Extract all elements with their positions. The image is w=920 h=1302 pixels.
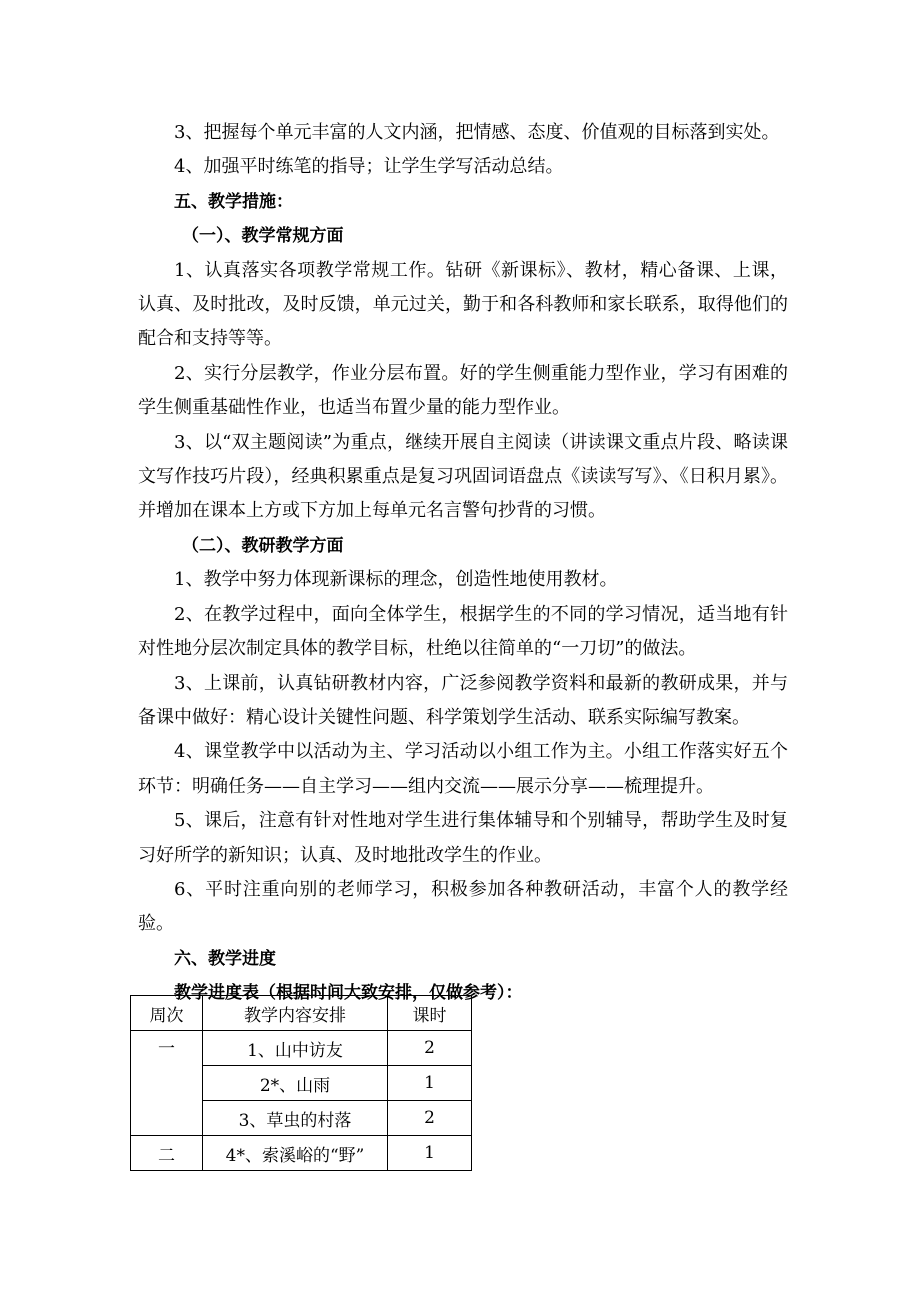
hours-cell: 1 [388, 1136, 472, 1171]
table-row [131, 1136, 472, 1171]
hours-cell: 1 [388, 1066, 472, 1101]
schedule-table [130, 995, 472, 1171]
subsection-heading: （二）、教研教学方面 [182, 535, 344, 556]
table-caption: 教学进度表（根据时间大致安排，仅做参考）： [174, 983, 523, 1004]
table-row [131, 1031, 472, 1066]
header-week: 周次 [131, 996, 203, 1031]
document-body [138, 116, 788, 1011]
content-cell: 4*、索溪峪的“野” [203, 1136, 388, 1171]
paragraph: 4、课堂教学中以活动为主、学习活动以小组工作为主。小组工作落实好五个环节：明确任务——自主学习——组内交流——展示分享——梳理提升。 [138, 741, 788, 797]
subsection-heading: （一）、教学常规方面 [182, 226, 344, 247]
content-cell: 3、草虫的村落 [203, 1101, 388, 1136]
week-cell: 二 [131, 1136, 203, 1171]
paragraph: 3、把握每个单元丰富的人文内涵，把情感、态度、价值观的目标落到实处。 [174, 122, 780, 143]
paragraph: 3、以“双主题阅读”为重点，继续开展自主阅读（讲读课文重点片段、略读课文写作技巧片段），经典积累重点是复习巩固词语盘点《读读写写》、《日积月累》。并增加在课本上方或下方加上每单元名言警句抄背的习惯。 [138, 431, 788, 522]
paragraph: 2、实行分层教学，作业分层布置。好的学生侧重能力型作业，学习有困难的学生侧重基础性作业，也适当布置少量的能力型作业。 [138, 362, 788, 419]
header-hours: 课时 [388, 996, 472, 1031]
paragraph: 6、平时注重向别的老师学习，积极参加各种教研活动，丰富个人的教学经验。 [138, 878, 788, 935]
paragraph: 5、课后，注意有针对性地对学生进行集体辅导和个别辅导，帮助学生及时复习好所学的新知识；认真、及时地批改学生的作业。 [138, 810, 788, 866]
content-cell: 1、山中访友 [203, 1031, 388, 1066]
hours-cell: 2 [388, 1031, 472, 1066]
hours-cell: 2 [388, 1101, 472, 1136]
paragraph: 4、加强平时练笔的指导；让学生学写活动总结。 [174, 156, 564, 178]
paragraph: 1、认真落实各项教学常规工作。钻研《新课标》、教材，精心备课、上课，认真、及时批改，及时反馈，单元过关，勤于和各科教师和家长联系，取得他们的配合和支持等等。 [138, 259, 788, 350]
paragraph: 2、在教学过程中，面向全体学生，根据学生的不同的学习情况，适当地有针对性地分层次制定具体的教学目标，杜绝以往简单的“一刀切”的做法。 [138, 603, 788, 660]
week-cell: 一 [131, 1031, 203, 1136]
header-content: 教学内容安排 [203, 996, 388, 1031]
paragraph: 3、上课前，认真钻研教材内容，广泛参阅教学资料和最新的教研成果，并与备课中做好：精心设计关键性问题、科学策划学生活动、联系实际编写教案。 [138, 672, 788, 728]
section-heading: 六、教学进度 [174, 948, 276, 969]
section-heading: 五、教学措施： [174, 191, 293, 212]
content-cell: 2*、山雨 [203, 1066, 388, 1101]
table-header-row [131, 996, 472, 1031]
paragraph: 1、教学中努力体现新课标的理念，创造性地使用教材。 [174, 569, 618, 591]
